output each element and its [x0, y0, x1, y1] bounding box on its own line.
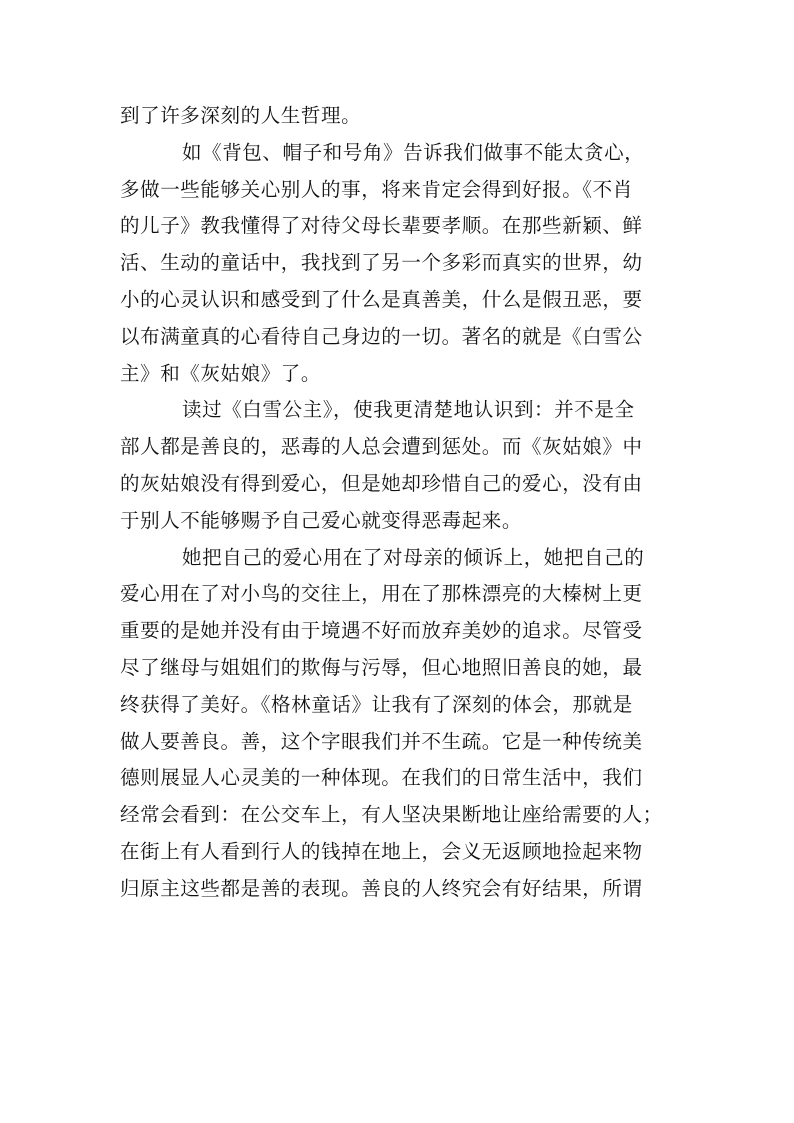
text-line: 的儿子》教我懂得了对待父母长辈要孝顺。在那些新颖、鲜 [120, 214, 643, 238]
body-text [120, 98, 685, 908]
text-line: 做人要善良。善，这个字眼我们并不生疏。它是一种传统美 [120, 729, 643, 753]
text-line: 归原主这些都是善的表现。善良的人终究会有好结果，所谓 [120, 876, 643, 900]
text-line: 以布满童真的心看待自己身边的一切。著名的就是《白雪公 [120, 324, 643, 348]
text-line: 经常会看到：在公交车上，有人坚决果断地让座给需要的人； [120, 803, 663, 827]
text-line: 重要的是她并没有由于境遇不好而放弃美妙的追求。尽管受 [120, 619, 643, 643]
paragraph-first-line: 读过《白雪公主》，使我更清楚地认识到：并不是全 [182, 398, 635, 422]
text-line: 多做一些能够关心别人的事，将来肯定会得到好报。《不肖 [120, 177, 633, 201]
text-line: 活、生动的童话中，我找到了另一个多彩而真实的世界，幼 [120, 251, 643, 275]
text-line: 尽了继母与姐姐们的欺侮与污辱，但心地照旧善良的她，最 [120, 655, 643, 679]
text-line: 部人都是善良的，恶毒的人总会遭到惩处。而《灰姑娘》中 [120, 435, 643, 459]
text-line: 于别人不能够赐予自己爱心就变得恶毒起来。 [120, 508, 523, 532]
text-line: 到了许多深刻的人生哲理。 [120, 104, 362, 127]
text-line: 德则展显人心灵美的一种体现。在我们的日常生活中，我们 [120, 766, 643, 790]
text-line: 的灰姑娘没有得到爱心，但是她却珍惜自己的爱心，没有由 [120, 471, 643, 495]
text-line: 爱心用在了对小鸟的交往上，用在了那株漂亮的大榛树上更 [120, 582, 643, 606]
text-line: 主》和《灰姑娘》了。 [120, 361, 322, 385]
paragraph-first-line: 她把自己的爱心用在了对母亲的倾诉上，她把自己的 [182, 545, 645, 569]
text-line: 小的心灵认识和感受到了什么是真善美，什么是假丑恶，要 [120, 287, 643, 311]
text-line: 终获得了美好。《格林童话》让我有了深刻的体会，那就是 [120, 692, 633, 716]
text-line: 在街上有人看到行人的钱掉在地上，会义无返顾地捡起来物 [120, 839, 643, 863]
paragraph-first-line: 如《背包、帽子和号角》告诉我们做事不能太贪心， [182, 140, 645, 164]
